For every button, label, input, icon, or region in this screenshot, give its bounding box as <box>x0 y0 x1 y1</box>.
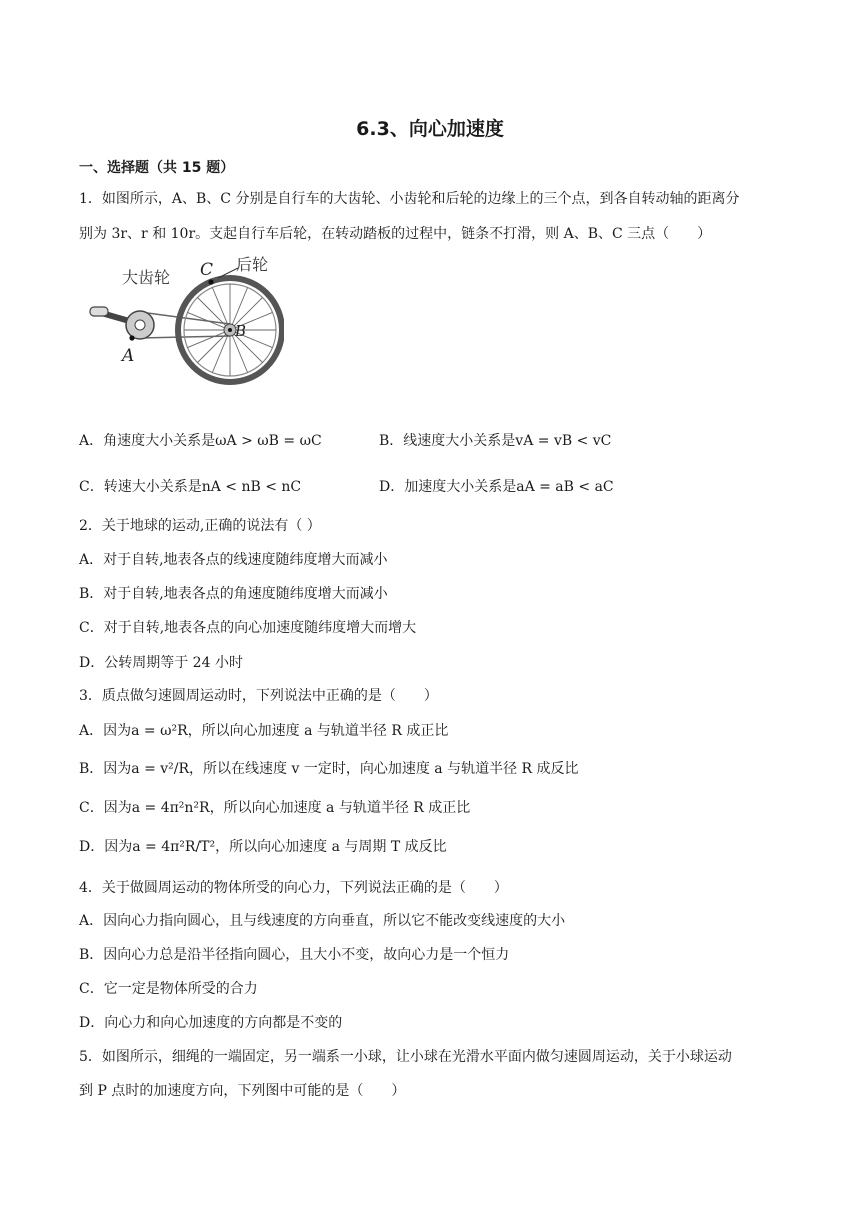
q3-option-c[interactable]: C．因为a = 4π²n²R，所以向心加速度 a 与轨道半径 R 成正比 <box>79 800 471 816</box>
page-title: 6.3、向心加速度 <box>356 118 504 140</box>
q4-option-d[interactable]: D．向心力和向心加速度的方向都是不变的 <box>79 1015 343 1031</box>
point-b-dot <box>228 328 232 332</box>
q3-stem: 3．质点做匀速圆周运动时，下列说法中正确的是（ ） <box>79 688 438 704</box>
q1-option-a[interactable]: A．角速度大小关系是ωA > ωB = ωC <box>79 433 322 449</box>
label-rear-wheel: 后轮 <box>236 255 269 274</box>
q2-option-d[interactable]: D．公转周期等于 24 小时 <box>79 655 243 671</box>
point-a-dot <box>129 335 134 340</box>
q1-option-d[interactable]: D．加速度大小关系是aA = aB < aC <box>379 479 614 495</box>
label-point-b: B <box>235 322 247 340</box>
point-c-dot <box>208 279 213 284</box>
pedal <box>90 307 108 316</box>
section-heading: 一、选择题（共 15 题） <box>79 160 235 176</box>
q4-option-b[interactable]: B．因向心力总是沿半径指向圆心，且大小不变，故向心力是一个恒力 <box>79 947 510 963</box>
q5-stem-line2: 到 P 点时的加速度方向，下列图中可能的是（ ） <box>79 1083 406 1099</box>
q2-option-a[interactable]: A．对于自转,地表各点的线速度随纬度增大而减小 <box>79 552 388 568</box>
q3-option-d[interactable]: D．因为a = 4π²R/T²，所以向心加速度 a 与周期 T 成反比 <box>79 839 447 855</box>
label-point-c: C <box>200 260 214 280</box>
label-point-a: A <box>122 346 135 366</box>
q1-option-c[interactable]: C．转速大小关系是nA < nB < nC <box>79 479 302 495</box>
q4-option-a[interactable]: A．因向心力指向圆心，且与线速度的方向垂直，所以它不能改变线速度的大小 <box>79 913 566 929</box>
q2-option-c[interactable]: C．对于自转,地表各点的向心加速度随纬度增大而增大 <box>79 620 417 636</box>
q4-option-c[interactable]: C．它一定是物体所受的合力 <box>79 981 258 997</box>
q5-stem-line1: 5．如图所示，细绳的一端固定，另一端系一小球，让小球在光滑水平面内做匀速圆周运动，关于小球运动 <box>79 1049 732 1065</box>
q3-option-b[interactable]: B．因为a = v²/R，所以在线速度 v 一定时，向心加速度 a 与轨道半径 R 成反比 <box>79 761 579 777</box>
q1-stem-line2: 别为 3r、r 和 10r。支起自行车后轮，在转动踏板的过程中，链条不打滑，则 A、B、C 三点（ ） <box>79 226 712 242</box>
label-big-gear: 大齿轮 <box>122 268 171 287</box>
q1-stem-line1: 1．如图所示，A、B、C 分别是自行车的大齿轮、小齿轮和后轮的边缘上的三个点，到各自转动轴的距离分 <box>79 191 740 207</box>
q4-stem: 4．关于做圆周运动的物体所受的向心力，下列说法正确的是（ ） <box>79 880 508 896</box>
q2-stem: 2．关于地球的运动,正确的说法有（ ） <box>79 518 321 534</box>
q1-option-b[interactable]: B．线速度大小关系是vA = vB < vC <box>379 433 612 449</box>
bicycle-figure <box>88 252 284 392</box>
q3-option-a[interactable]: A．因为a = ω²R，所以向心加速度 a 与轨道半径 R 成正比 <box>79 723 449 739</box>
q2-option-b[interactable]: B．对于自转,地表各点的角速度随纬度增大而减小 <box>79 586 388 602</box>
